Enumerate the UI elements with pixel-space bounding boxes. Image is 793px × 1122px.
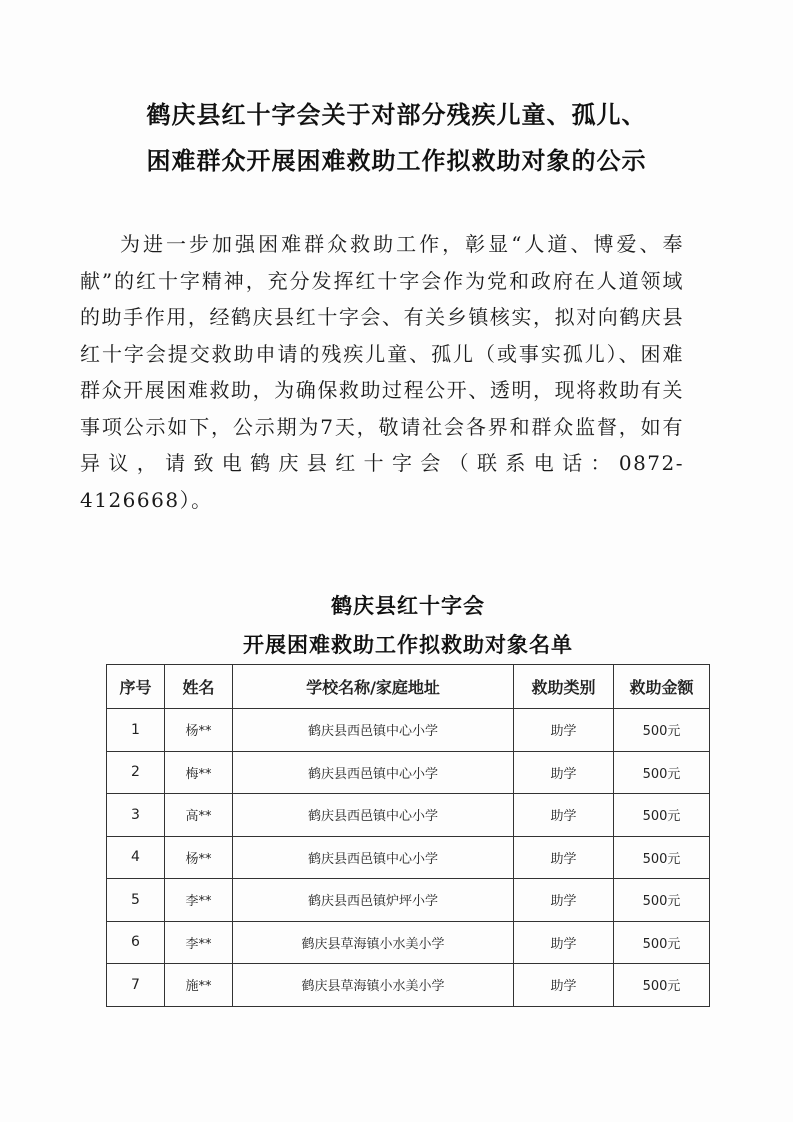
- document-title-line-2: 困难群众开展困难救助工作拟救助对象的公示: [146, 147, 647, 175]
- cell-name: 高**: [165, 794, 233, 837]
- recipient-table: [106, 664, 710, 1007]
- cell-aid-type: 助学: [514, 709, 614, 752]
- cell-serial-number: 7: [107, 964, 165, 1007]
- table-row: [107, 709, 710, 752]
- table-row: [107, 836, 710, 879]
- cell-aid-amount: 500元: [614, 964, 710, 1007]
- cell-school-address: 鹤庆县西邑镇中心小学: [233, 836, 514, 879]
- table-title-line-2: 开展困难救助工作拟救助对象名单: [243, 633, 573, 657]
- cell-aid-type: 助学: [514, 879, 614, 922]
- cell-school-address: 鹤庆县草海镇小水美小学: [233, 964, 514, 1007]
- cell-serial-number: 3: [107, 794, 165, 837]
- cell-aid-amount: 500元: [614, 836, 710, 879]
- cell-serial-number: 4: [107, 836, 165, 879]
- cell-aid-amount: 500元: [614, 879, 710, 922]
- cell-name: 梅**: [165, 751, 233, 794]
- cell-name: 李**: [165, 921, 233, 964]
- cell-serial-number: 1: [107, 709, 165, 752]
- cell-aid-type: 助学: [514, 794, 614, 837]
- cell-school-address: 鹤庆县草海镇小水美小学: [233, 921, 514, 964]
- cell-aid-type: 助学: [514, 836, 614, 879]
- notice-paragraph: 为进一步加强困难群众救助工作，彰显“人道、博爱、奉献”的红十字精神，充分发挥红十字会作为党和政府在人道领域的助手作用，经鹤庆县红十字会、有关乡镇核实，拟对向鹤庆县红十字会提交救助申请的残疾儿童、孤儿（或事实孤儿）、困难群众开展困难救助，为确保救助过程公开、透明，现将救助有关事项公示如下，公示期为7天，敬请社会各界和群众监督，如有异议，请致电鹤庆县红十字会（联系电话：0872-4126668）。: [80, 232, 684, 512]
- cell-aid-type: 助学: [514, 751, 614, 794]
- cell-serial-number: 6: [107, 921, 165, 964]
- document-title-line-1: 鹤庆县红十字会关于对部分残疾儿童、孤儿、: [146, 101, 647, 129]
- header-name: 姓名: [165, 665, 233, 709]
- table-title-line-1: 鹤庆县红十字会: [331, 594, 485, 618]
- cell-name: 施**: [165, 964, 233, 1007]
- cell-school-address: 鹤庆县西邑镇炉坪小学: [233, 879, 514, 922]
- table-row: [107, 964, 710, 1007]
- header-aid-amount: 救助金额: [614, 665, 710, 709]
- cell-name: 李**: [165, 879, 233, 922]
- table-row: [107, 879, 710, 922]
- header-serial-number: 序号: [107, 665, 165, 709]
- table-row: [107, 921, 710, 964]
- cell-aid-amount: 500元: [614, 751, 710, 794]
- cell-aid-amount: 500元: [614, 709, 710, 752]
- header-aid-type: 救助类别: [514, 665, 614, 709]
- cell-name: 杨**: [165, 836, 233, 879]
- cell-aid-type: 助学: [514, 921, 614, 964]
- cell-aid-amount: 500元: [614, 794, 710, 837]
- table-row: [107, 794, 710, 837]
- cell-aid-type: 助学: [514, 964, 614, 1007]
- table-header-row: [107, 665, 710, 709]
- cell-school-address: 鹤庆县西邑镇中心小学: [233, 794, 514, 837]
- header-school-address: 学校名称/家庭地址: [233, 665, 514, 709]
- cell-aid-amount: 500元: [614, 921, 710, 964]
- cell-serial-number: 5: [107, 879, 165, 922]
- cell-serial-number: 2: [107, 751, 165, 794]
- cell-school-address: 鹤庆县西邑镇中心小学: [233, 751, 514, 794]
- table-row: [107, 751, 710, 794]
- cell-school-address: 鹤庆县西邑镇中心小学: [233, 709, 514, 752]
- cell-name: 杨**: [165, 709, 233, 752]
